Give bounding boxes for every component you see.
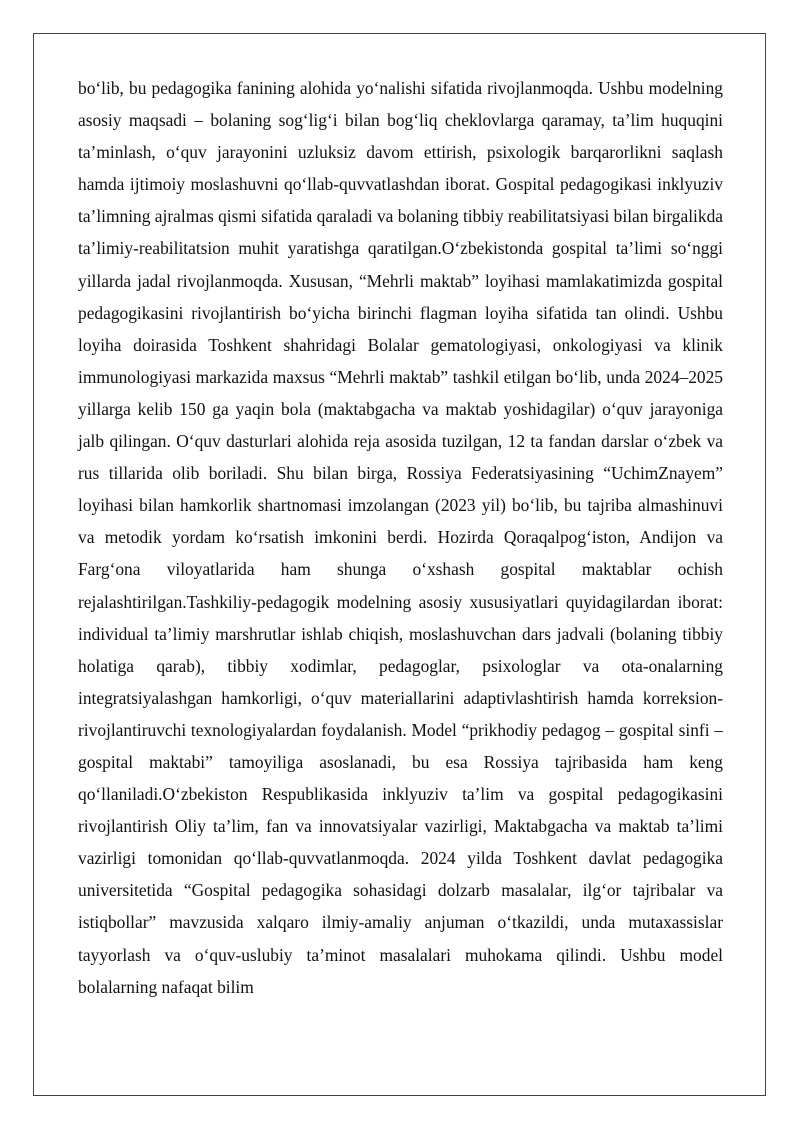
body-paragraph: bo‘lib, bu pedagogika fanining alohida yo‘nalishi sifatida rivojlanmoqda. Ushbu modelning asosiy maqsadi – bolaning sog‘lig‘i bilan bog‘liq cheklovlarga qaramay, ta’lim huquqini ta’minlash, o‘quv jarayonini uzluksiz davom ettirish, psixologik barqarorlikni saqlash hamda ijtimoiy moslashuvni qo‘llab-quvvatlashdan iborat. Gospital pedagogikasi inklyuziv ta’limning ajralmas qismi sifatida qaraladi va bolaning tibbiy reabilitatsiyasi bilan birgalikda ta’limiy-reabilitatsion muhit yaratishga qaratilgan.O‘zbekistonda gospital ta’limi so‘nggi yillarda jadal rivojlanmoqda. Xususan, “Mehrli maktab” loyihasi mamlakatimizda gospital pedagogikasini rivojlantirish bo‘yicha birinchi flagman loyiha sifatida tan olindi. Ushbu loyiha doirasida Toshkent shahridagi Bolalar gematologiyasi, onkologiyasi va klinik immunologiyasi markazida maxsus “Mehrli maktab” tashkil etilgan bo‘lib, unda 2024–2025 yillarga kelib 150 ga yaqin bola (maktabgacha va maktab yoshidagilar) o‘quv jarayoniga jalb qilingan. O‘quv dasturlari alohida reja asosida tuzilgan, 12 ta fandan darslar o‘zbek va rus tillarida olib boriladi. Shu bilan birga, Rossiya Federatsiyasining “UchimZnayem” loyihasi bilan hamkorlik shartnomasi imzolangan (2023 yil) bo‘lib, bu tajriba almashinuvi va metodik yordam ko‘rsatish imkonini berdi. Hozirda Qoraqalpog‘iston, Andijon va Farg‘ona viloyatlarida ham shunga o‘xshash gospital maktablar ochish rejalashtirilgan.Tashkiliy-pedagogik modelning asosiy xususiyatlari quyidagilardan iborat: individual ta’limiy marshrutlar ishlab chiqish, moslashuvchan dars jadvali (bolaning tibbiy holatiga qarab), tibbiy xodimlar, pedagoglar, psixologlar va ota-onalarning integratsiyalashgan hamkorligi, o‘quv materiallarini adaptivlashtirish hamda korreksion-rivojlantiruvchi texnologiyalardan foydalanish. Model “prikhodiy pedagog – gospital sinfi – gospital maktabi” tamoyiliga asoslanadi, bu esa Rossiya tajribasida ham keng qo‘llaniladi.O‘zbekiston Respublikasida inklyuziv ta’lim va gospital pedagogikasini rivojlantirish Oliy ta’lim, fan va innovatsiyalar vazirligi, Maktabgacha va maktab ta’limi vazirligi tomonidan qo‘llab-quvvatlanmoqda. 2024 yilda Toshkent davlat pedagogika universitetida “Gospital pedagogika sohasidagi dolzarb masalalar, ilg‘or tajribalar va istiqbollar” mavzusida xalqaro ilmiy-amaliy anjuman o‘tkazildi, unda mutaxassislar tayyorlash va o‘quv-uslubiy ta’minot masalalari muhokama qilindi. Ushbu model bolalarning nafaqat bilim	[78, 78, 723, 997]
body-text-block	[78, 72, 723, 1003]
